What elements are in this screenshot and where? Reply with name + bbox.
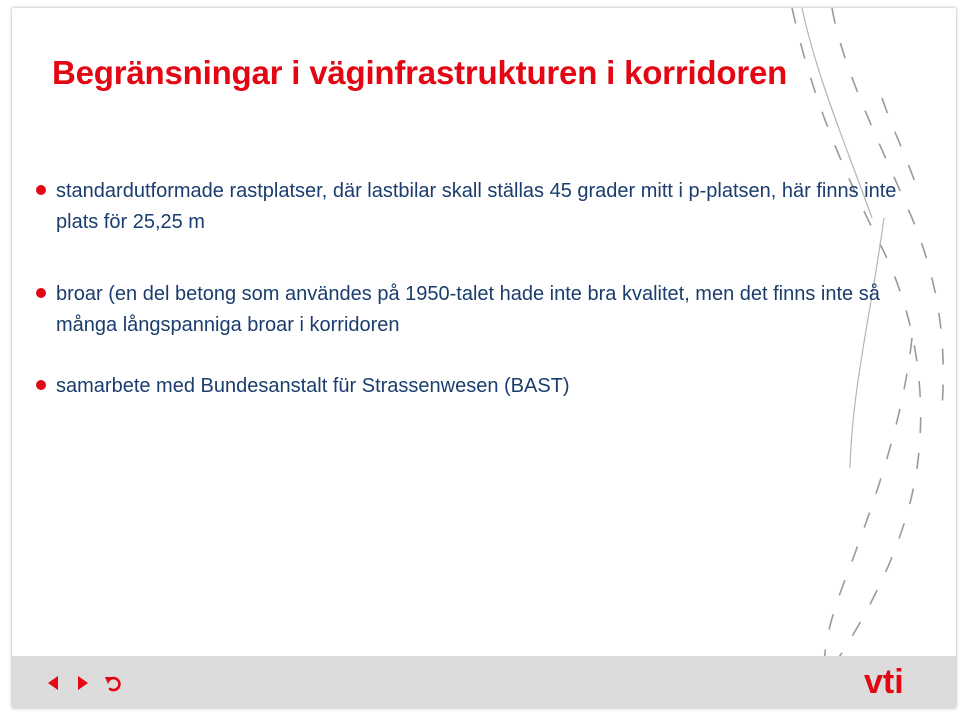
slide-footer xyxy=(12,656,956,708)
vti-logo xyxy=(862,663,918,699)
triangle-right-icon xyxy=(76,675,90,691)
bullet-item xyxy=(36,371,926,402)
bullet-dot-icon xyxy=(36,288,46,298)
slide-title: Begränsningar i väginfrastrukturen i korridoren xyxy=(52,54,788,91)
return-button[interactable] xyxy=(102,672,124,694)
slide xyxy=(12,8,956,708)
return-arrow-icon xyxy=(104,674,122,692)
slide-navigation xyxy=(42,668,124,698)
bullet-item xyxy=(36,176,926,238)
bullet-text: samarbete med Bundesanstalt für Strassenwesen (BAST) xyxy=(56,375,570,397)
bullet-dot-icon xyxy=(36,185,46,195)
svg-text:vti: vti xyxy=(864,663,904,699)
bullet-item xyxy=(36,279,926,341)
previous-slide-button[interactable] xyxy=(42,672,64,694)
bullet-dot-icon xyxy=(36,380,46,390)
bullet-text: broar (en del betong som användes på 1950-talet hade inte bra kvalitet, men det finns inte så många långspanniga broar i korridoren xyxy=(56,283,880,336)
next-slide-button[interactable] xyxy=(72,672,94,694)
triangle-left-icon xyxy=(46,675,60,691)
bullet-text: standardutformade rastplatser, där lastbilar skall ställas 45 grader mitt i p-platsen, här finns inte plats för 25,25 m xyxy=(56,180,897,233)
bullet-list xyxy=(36,176,926,402)
